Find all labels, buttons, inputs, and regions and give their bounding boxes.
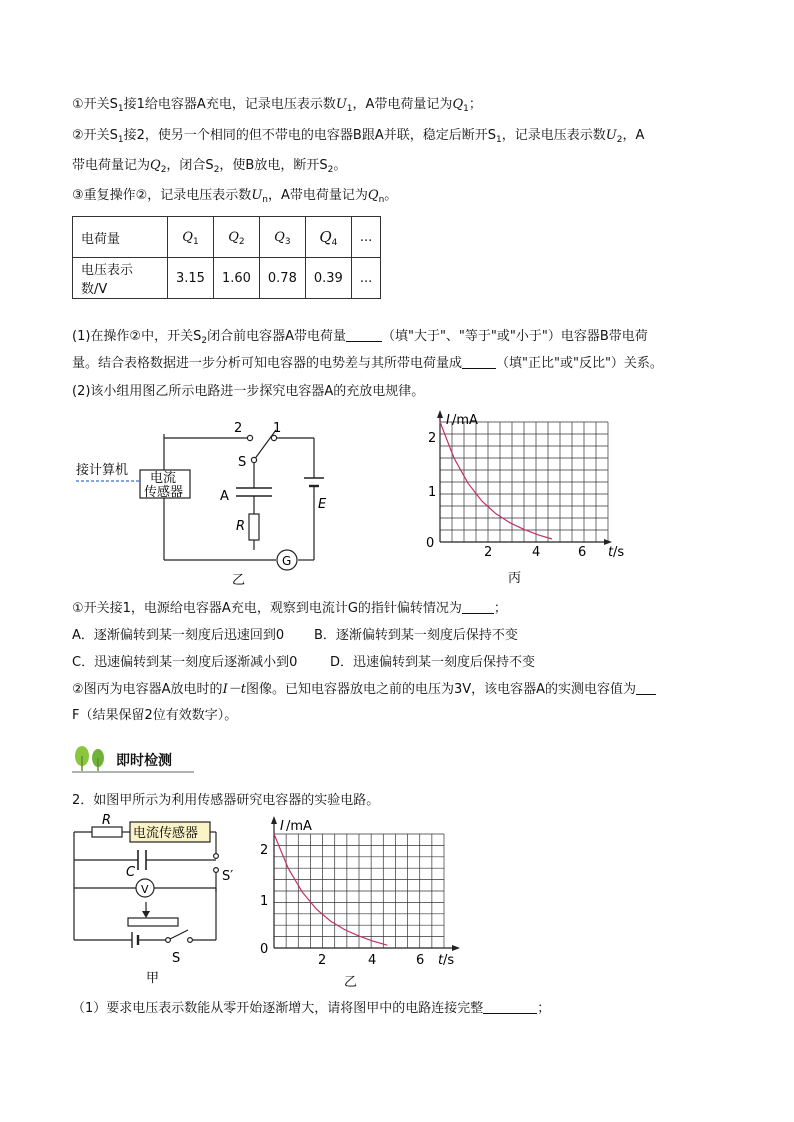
chart-yi-2 xyxy=(254,814,464,990)
table-cell: 0.78 xyxy=(259,258,305,299)
chart-bing xyxy=(420,408,630,588)
chart-grid xyxy=(440,422,608,542)
table-row xyxy=(73,217,381,258)
table-cell: 3.15 xyxy=(168,258,214,299)
circuit-diagram-yi xyxy=(70,416,340,588)
label-capacitor: A xyxy=(220,489,229,504)
label-contact-2: 2 xyxy=(234,421,243,436)
answer-blank[interactable] xyxy=(483,1000,537,1014)
mc-question-2-cont: F（结果保留2位有效数字）。 xyxy=(72,708,238,723)
figure-caption: 乙 xyxy=(232,573,246,588)
option-a: A．逐渐偏转到某一刻度后迅速回到0 xyxy=(72,628,285,643)
chart-tick-x6: 6 xyxy=(578,545,587,560)
section-badge xyxy=(72,744,194,774)
option-d: D．迅速偏转到某一刻度后保持不变 xyxy=(330,655,536,670)
table-cell: 1.60 xyxy=(213,258,259,299)
chart-xunit: /s xyxy=(443,953,455,968)
option-c: C．迅速偏转到某一刻度后逐渐减小到0 xyxy=(72,655,298,670)
chart-series-line xyxy=(440,422,552,539)
mc-question-2: ②图丙为电容器A放电时的I－t图像。已知电容器放电之前的电压为3V，该电容器A的实测电容值为 xyxy=(72,681,656,699)
chart-xlabel: t xyxy=(608,545,614,560)
table-cell: 0.39 xyxy=(305,258,351,299)
chart-tick-y1: 1 xyxy=(428,485,437,500)
answer-blank[interactable] xyxy=(462,600,494,614)
chart-xlabel: t xyxy=(438,953,444,968)
table-cell: $Q_2$ xyxy=(213,217,259,258)
answer-blank[interactable] xyxy=(462,355,496,369)
table-row xyxy=(73,258,381,299)
label-sensor-2: 传感器 xyxy=(144,485,184,500)
label-contact-1: 1 xyxy=(273,421,282,436)
label-battery: E xyxy=(318,497,327,512)
chart-tick-y2: 2 xyxy=(260,843,269,858)
answer-blank[interactable] xyxy=(346,328,382,342)
label-computer: 接计算机 xyxy=(76,463,129,478)
figure-caption: 甲 xyxy=(146,971,160,986)
table-cell: $Q_1$ xyxy=(168,217,214,258)
figure-caption: 丙 xyxy=(508,571,522,586)
section-title: 即时检测 xyxy=(116,753,172,769)
option-b: B．逐渐偏转到某一刻度后保持不变 xyxy=(314,628,518,643)
mc-stem: ①开关接1，电源给电容器A充电，观察到电流计G的指针偏转情况为 ； xyxy=(72,601,507,616)
label-switch: S xyxy=(238,455,247,470)
chart-tick-y1: 1 xyxy=(260,894,269,909)
label-sensor-1: 电流 xyxy=(150,471,177,486)
chart-ylabel: I xyxy=(446,413,450,428)
answer-blank[interactable] xyxy=(636,681,656,695)
label-capacitor: C xyxy=(126,865,136,880)
galvanometer-label: G xyxy=(282,554,292,568)
table-cell: $Q_4$ xyxy=(305,217,351,258)
step-3: ③重复操作②，记录电压表示数$U_n$，A带电荷量记为$Q_n$。 xyxy=(72,188,398,205)
data-table xyxy=(72,216,381,299)
chart-series-line xyxy=(274,834,387,945)
problem-2-sub-1: （1）要求电压表示数能从零开始逐渐增大，请将图甲中的电路连接完整 ； xyxy=(72,1001,551,1016)
chart-origin: 0 xyxy=(426,536,435,551)
question-2-intro: (2)该小组用图乙所示电路进一步探究电容器A的充放电规律。 xyxy=(72,384,425,399)
label-current-sensor: 电流传感器 xyxy=(133,826,199,841)
table-cell: $Q_3$ xyxy=(259,217,305,258)
chart-xunit: /s xyxy=(613,545,625,560)
step-1: ①开关$S_1$接1给电容器A充电，记录电压表示数$U_1$，A带电荷量记为$Q_1$； xyxy=(72,97,482,114)
label-switch: S xyxy=(172,951,181,966)
chart-tick-x6: 6 xyxy=(416,953,425,968)
circuit-diagram-jia xyxy=(70,813,234,986)
voltmeter-label: V xyxy=(141,883,149,896)
chart-tick-y2: 2 xyxy=(428,431,437,446)
chart-yunit: /mA xyxy=(452,413,478,428)
chart-tick-x4: 4 xyxy=(532,545,541,560)
problem-2-title: 2．如图甲所示为利用传感器研究电容器的实验电路。 xyxy=(72,793,380,808)
chart-origin: 0 xyxy=(260,942,269,957)
step-2-cont: 带电荷量记为$Q_2$，闭合$S_2$，使B放电，断开$S_2$。 xyxy=(72,158,347,175)
table-cell: ... xyxy=(351,217,380,258)
question-1-line1: (1)在操作②中，开关$S_2$闭合前电容器A带电荷量 （填"大于"、"等于"或"小于"）电容器B带电荷 xyxy=(72,329,648,346)
table-cell: ... xyxy=(351,258,380,299)
chart-yunit: /mA xyxy=(286,819,312,834)
chart-tick-x4: 4 xyxy=(368,953,377,968)
chart-tick-x2: 2 xyxy=(484,545,493,560)
chart-ylabel: I xyxy=(280,819,284,834)
step-2: ②开关$S_1$接2，使另一个相同的但不带电的电容器B跟A并联，稳定后断开$S_1$，记录电压表示数$U_2$，A xyxy=(72,128,645,145)
label-resistor: R xyxy=(236,519,246,534)
label-resistor: R xyxy=(102,813,112,828)
table-cell-label: 电荷量 xyxy=(73,217,168,258)
chart-tick-x2: 2 xyxy=(318,953,327,968)
question-1-line2: 量。结合表格数据进一步分析可知电容器的电势差与其所带电荷量成 （填"正比"或"反比"）关系。 xyxy=(72,356,663,371)
table-cell-label: 电压表示数/V xyxy=(73,258,168,299)
label-switch-prime: S′ xyxy=(222,869,234,884)
figure-caption: 乙 xyxy=(344,975,358,990)
chart-grid xyxy=(274,834,444,948)
